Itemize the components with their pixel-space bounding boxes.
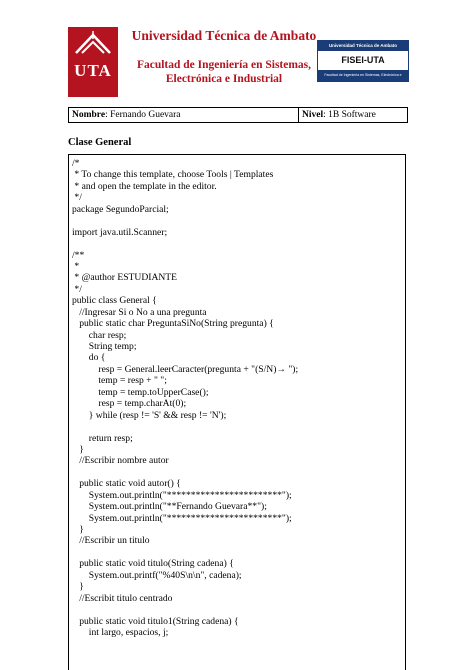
- fisei-logo-top: Universidad Técnica de Ambato: [318, 41, 408, 51]
- code-line: //Escribit titulo centrado: [72, 592, 173, 604]
- code-line: int largo, espacios, j;: [72, 626, 169, 638]
- uta-logo: [68, 27, 118, 97]
- code-line: System.out.println("**Fernando Guevara**");: [72, 501, 267, 513]
- code-line: [72, 421, 298, 432]
- code-line: public static void autor() {: [72, 478, 181, 490]
- code-line: }: [72, 443, 84, 455]
- fisei-logo: [317, 40, 409, 88]
- code-line: [72, 547, 298, 558]
- code-line: } while (resp != 'S' && resp != 'N');: [72, 409, 227, 421]
- student-level: [302, 108, 376, 122]
- code-line: /*: [72, 158, 80, 169]
- code-line: * and open the template in the editor.: [72, 180, 217, 192]
- code-line: System.out.println("************************");: [72, 512, 292, 524]
- faculty-line-2: Electrónica e Industrial: [165, 73, 283, 85]
- header-titles: [126, 26, 322, 86]
- code-line: return resp;: [72, 432, 133, 444]
- code-line: [72, 604, 298, 615]
- code-line: public static void titulo(String cadena) {: [72, 558, 234, 570]
- uta-logo-text: UTA: [74, 61, 112, 80]
- code-line: * @author ESTUDIANTE: [72, 272, 178, 284]
- code-line: [72, 467, 298, 478]
- code-line: String temp;: [72, 341, 137, 352]
- code-line: System.out.printf("%40S\n\n", cadena);: [72, 569, 242, 581]
- code-line: resp = General.leerCaracter(pregunta + "(S/N)→ ");: [72, 363, 299, 375]
- code-line: public class General {: [72, 295, 157, 307]
- code-line: //Escribir nombre autor: [72, 455, 169, 467]
- code-line: temp = temp.toUpperCase();: [72, 386, 209, 398]
- code-line: /**: [72, 249, 85, 261]
- code-line: temp = resp + " ";: [72, 375, 167, 387]
- student-name: [72, 108, 181, 122]
- faculty-title: [126, 58, 322, 86]
- faculty-line-1: Facultad de Ingeniería en Sistemas,: [136, 59, 312, 71]
- name-label: Nombre: [72, 110, 106, 120]
- table-divider: [298, 108, 299, 122]
- code-line: package SegundoParcial;: [72, 203, 169, 215]
- code-line: //Escribir un titulo: [72, 535, 150, 547]
- code-line: import java.util.Scanner;: [72, 226, 168, 238]
- code-line: System.out.println("************************");: [72, 489, 292, 501]
- code-line: public static void titulo1(String cadena) {: [72, 615, 239, 627]
- code-line: */: [72, 283, 82, 295]
- code-listing: [68, 154, 406, 670]
- fisei-logo-bottom-text: Facultad de Ingeniería en Sistemas, Electrónica e Industrial: [324, 73, 402, 88]
- name-value: : Fernando Guevara: [105, 110, 181, 120]
- code-line: }: [72, 581, 84, 593]
- code-line: */: [72, 192, 82, 204]
- code-line: }: [72, 524, 84, 535]
- student-info-table: [68, 107, 408, 123]
- code-line: *: [72, 260, 80, 272]
- code-line: [72, 238, 298, 249]
- fisei-logo-main: FISEI-UTA: [341, 55, 385, 65]
- level-label: Nivel: [302, 110, 324, 120]
- code-line: public static char PreguntaSiNo(String pregunta) {: [72, 318, 274, 330]
- fisei-logo-bottom: [318, 70, 408, 88]
- code-line: * To change this template, choose Tools | Templates: [72, 169, 274, 181]
- code-line: //Ingresar Si o No a una pregunta: [72, 306, 207, 318]
- code-line: resp = temp.charAt(0);: [72, 398, 187, 410]
- code-line: char resp;: [72, 329, 127, 341]
- section-title: Clase General: [68, 137, 132, 148]
- code-lines: [72, 158, 298, 638]
- level-value: : 1B Software: [323, 110, 376, 120]
- code-line: do {: [72, 352, 106, 364]
- code-line: [72, 215, 298, 226]
- university-title: Universidad Técnica de Ambato: [131, 28, 317, 43]
